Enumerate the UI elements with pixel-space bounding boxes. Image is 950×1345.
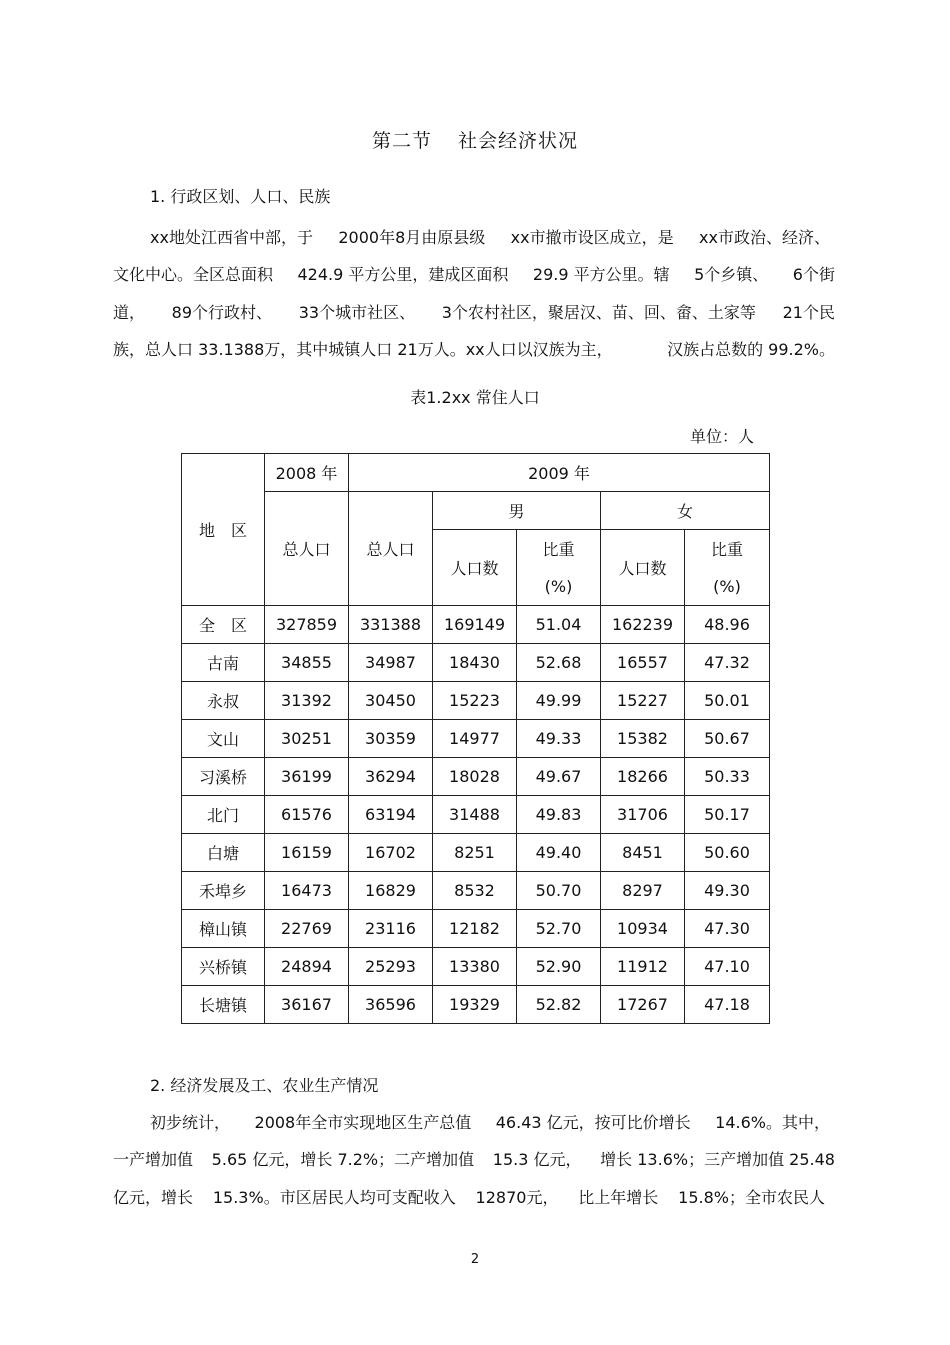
table-caption: 表1.2xx 常住人口	[410, 388, 540, 407]
table-cell: 24894	[265, 948, 349, 986]
header-year-2009: 2009 年	[349, 454, 770, 492]
text-segment: 5.65 亿元，增长 7.2%；二产增加值	[211, 1150, 475, 1169]
table-cell: 30359	[349, 720, 433, 758]
table-cell: 48.96	[685, 606, 770, 644]
text-segment: 增长 13.6%；三产增加值 25.48	[600, 1150, 835, 1169]
table-cell: 12182	[433, 910, 517, 948]
table-cell: 52.90	[517, 948, 601, 986]
paragraph-1-line-2	[113, 262, 835, 285]
text-segment: 15.3%。市区居民人均可支配收入	[212, 1188, 456, 1207]
text-segment: 424.9 平方公里，建成区面积	[297, 265, 509, 284]
table-cell: 50.60	[685, 834, 770, 872]
table-cell: 51.04	[517, 606, 601, 644]
text-segment: 5个乡镇、	[694, 265, 769, 284]
table-row	[182, 910, 770, 948]
ratio-label: 比重	[542, 540, 575, 559]
text-segment: 汉族占总数的 99.2%。	[667, 340, 835, 359]
table-cell: 31706	[601, 796, 685, 834]
table-row	[182, 758, 770, 796]
table-cell: 8451	[601, 834, 685, 872]
table-cell: 34855	[265, 644, 349, 682]
text-segment: 族，总人口 33.1388万，其中城镇人口 21万人。xx人口以汉族为主，	[113, 340, 613, 359]
table-cell: 8297	[601, 872, 685, 910]
text-segment: 12870元，	[475, 1188, 559, 1207]
row-region-cell: 永叔	[182, 682, 265, 720]
header-female: 女	[601, 492, 770, 530]
table-cell: 30450	[349, 682, 433, 720]
section-title	[0, 126, 950, 153]
table-row	[182, 872, 770, 910]
text-segment: xx市政治、经济、	[699, 228, 830, 247]
text-segment: 亿元，增长	[113, 1188, 194, 1207]
ratio-unit: (%)	[713, 577, 741, 596]
table-cell: 11912	[601, 948, 685, 986]
table-cell: 15223	[433, 682, 517, 720]
table-row	[182, 834, 770, 872]
paragraph-2-line-2	[113, 1147, 835, 1170]
text-segment: 6个街	[792, 265, 835, 284]
table-cell: 36167	[265, 986, 349, 1024]
text-segment: 文化中心。全区总面积	[113, 265, 274, 284]
table-cell: 49.67	[517, 758, 601, 796]
text-segment: 初步统计，	[150, 1113, 231, 1132]
table-cell: 16702	[349, 834, 433, 872]
text-segment: 15.8%；全市农民人	[678, 1188, 825, 1207]
section-title-number: 第二节	[371, 130, 432, 152]
paragraph-1-line-3	[113, 300, 835, 323]
population-table	[181, 453, 770, 1024]
table-row	[182, 682, 770, 720]
subsection-heading-1: 1. 行政区划、人口、民族	[150, 187, 331, 206]
header-male: 男	[433, 492, 601, 530]
table-cell: 14977	[433, 720, 517, 758]
table-cell: 47.10	[685, 948, 770, 986]
table-cell: 15227	[601, 682, 685, 720]
table-cell: 10934	[601, 910, 685, 948]
table-cell: 63194	[349, 796, 433, 834]
table-cell: 34987	[349, 644, 433, 682]
table-row	[182, 644, 770, 682]
table-row	[182, 986, 770, 1024]
table-cell: 36294	[349, 758, 433, 796]
paragraph-1-line-1	[150, 225, 830, 248]
table-cell: 18266	[601, 758, 685, 796]
table-cell: 18430	[433, 644, 517, 682]
table-cell: 25293	[349, 948, 433, 986]
header-male-ratio	[517, 530, 601, 606]
header-total-2009: 总人口	[349, 492, 433, 606]
row-region-cell: 禾埠乡	[182, 872, 265, 910]
table-cell: 16557	[601, 644, 685, 682]
table-cell: 52.82	[517, 986, 601, 1024]
table-cell: 8251	[433, 834, 517, 872]
header-female-ratio	[685, 530, 770, 606]
table-cell: 50.70	[517, 872, 601, 910]
table-cell: 49.33	[517, 720, 601, 758]
table-cell: 22769	[265, 910, 349, 948]
text-segment: 2008年全市实现地区生产总值	[254, 1113, 472, 1132]
header-year-2008: 2008 年	[265, 454, 349, 492]
paragraph-2-line-3	[113, 1185, 825, 1208]
table-cell: 52.70	[517, 910, 601, 948]
header-total-2008: 总人口	[265, 492, 349, 606]
text-segment: 2000年8月由原县级	[338, 228, 486, 247]
table-row	[182, 720, 770, 758]
table-cell: 47.18	[685, 986, 770, 1024]
table-cell: 36596	[349, 986, 433, 1024]
table-cell: 49.99	[517, 682, 601, 720]
ratio-unit: (%)	[544, 577, 573, 596]
table-cell: 50.17	[685, 796, 770, 834]
table-cell: 49.83	[517, 796, 601, 834]
text-segment: 15.3 亿元，	[492, 1150, 582, 1169]
text-segment: 33个城市社区、	[298, 303, 416, 322]
row-region-cell: 全 区	[182, 606, 265, 644]
table-cell: 19329	[433, 986, 517, 1024]
text-segment: 比上年增长	[578, 1188, 659, 1207]
table-cell: 169149	[433, 606, 517, 644]
row-region-cell: 习溪桥	[182, 758, 265, 796]
table-cell: 23116	[349, 910, 433, 948]
row-region-cell: 长塘镇	[182, 986, 265, 1024]
table-cell: 327859	[265, 606, 349, 644]
table-cell: 50.01	[685, 682, 770, 720]
table-cell: 50.67	[685, 720, 770, 758]
table-cell: 8532	[433, 872, 517, 910]
table-cell: 16473	[265, 872, 349, 910]
row-region-cell: 古南	[182, 644, 265, 682]
row-region-cell: 北门	[182, 796, 265, 834]
ratio-label: 比重	[710, 540, 743, 559]
table-cell: 31392	[265, 682, 349, 720]
table-cell: 162239	[601, 606, 685, 644]
table-cell: 49.30	[685, 872, 770, 910]
row-region-cell: 白塘	[182, 834, 265, 872]
table-cell: 61576	[265, 796, 349, 834]
table-cell: 18028	[433, 758, 517, 796]
table-cell: 331388	[349, 606, 433, 644]
section-title-text: 社会经济状况	[458, 130, 579, 152]
text-segment: 14.6%。其中，	[715, 1113, 830, 1132]
table-cell: 50.33	[685, 758, 770, 796]
table-cell: 36199	[265, 758, 349, 796]
text-segment: xx地处江西省中部，于	[150, 228, 313, 247]
text-segment: 一产增加值	[113, 1150, 194, 1169]
table-unit: 单位：人	[690, 427, 755, 446]
table-cell: 49.40	[517, 834, 601, 872]
text-segment: 29.9 平方公里。辖	[532, 265, 670, 284]
text-segment: 21个民	[782, 303, 835, 322]
row-region-cell: 文山	[182, 720, 265, 758]
text-segment: 46.43 亿元，按可比价增长	[495, 1113, 691, 1132]
paragraph-1-line-4	[113, 337, 835, 360]
table-cell: 17267	[601, 986, 685, 1024]
header-male-count: 人口数	[433, 530, 517, 606]
table-row	[182, 796, 770, 834]
table-cell: 13380	[433, 948, 517, 986]
table-row	[182, 606, 770, 644]
row-region-cell: 兴桥镇	[182, 948, 265, 986]
row-region-cell: 樟山镇	[182, 910, 265, 948]
subsection-heading-2: 2. 经济发展及工、农业生产情况	[150, 1076, 379, 1095]
table-cell: 52.68	[517, 644, 601, 682]
text-segment: 89个行政村、	[171, 303, 273, 322]
table-cell: 31488	[433, 796, 517, 834]
table-cell: 30251	[265, 720, 349, 758]
table-cell: 47.32	[685, 644, 770, 682]
table-cell: 16159	[265, 834, 349, 872]
text-segment: 道，	[113, 303, 146, 322]
text-segment: 3个农村社区，聚居汉、苗、回、畲、土家等	[441, 303, 756, 322]
text-segment: xx市撤市设区成立，是	[510, 228, 674, 247]
header-female-count: 人口数	[601, 530, 685, 606]
table-cell: 47.30	[685, 910, 770, 948]
table-row	[182, 948, 770, 986]
paragraph-2-line-1	[150, 1110, 830, 1133]
table-cell: 15382	[601, 720, 685, 758]
table-cell: 16829	[349, 872, 433, 910]
header-region: 地 区	[182, 454, 265, 606]
page-number: 2	[470, 1252, 480, 1267]
